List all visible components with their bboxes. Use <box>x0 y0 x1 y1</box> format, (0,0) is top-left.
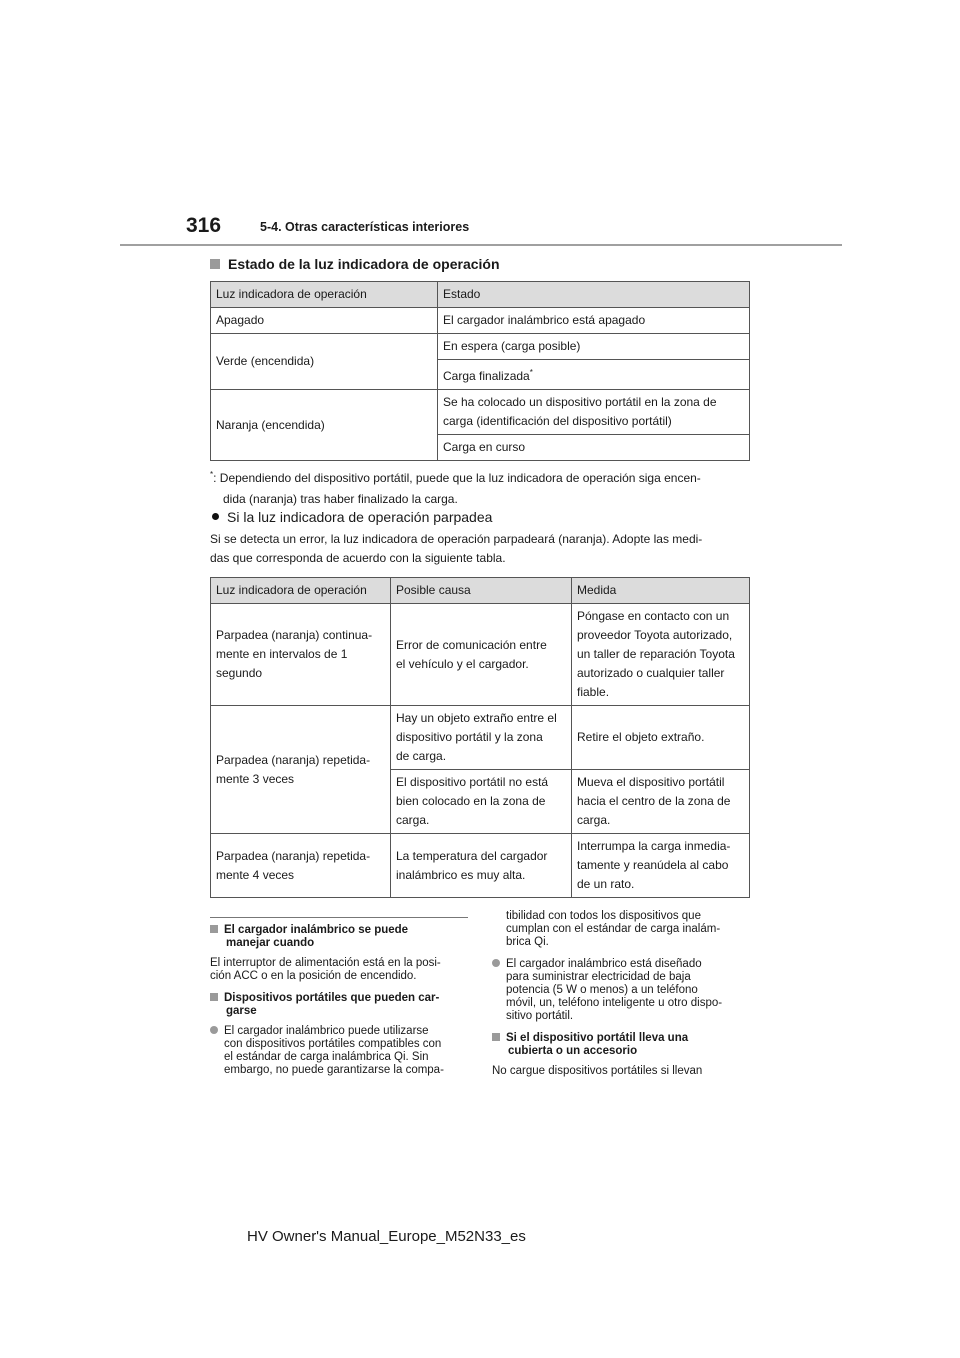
text-line: dispositivo portátil y la zona <box>396 730 543 744</box>
table-header-row <box>211 282 750 308</box>
text-line: No cargue dispositivos portátiles si llevan <box>492 1065 703 1077</box>
text-line: mente en intervalos de 1 <box>216 647 348 661</box>
text-line: El cargador inalámbrico está diseñado <box>506 958 702 970</box>
footnote-mark: * <box>210 470 214 479</box>
table-cell: En espera (carga posible) <box>438 334 750 360</box>
table-cell <box>391 770 572 834</box>
text-line: mente 3 veces <box>216 771 295 786</box>
intro-paragraph <box>210 530 755 568</box>
table-cell <box>438 360 750 390</box>
table-cell-text: Carga finalizada <box>443 369 530 383</box>
table-row <box>211 706 750 770</box>
note-bullet <box>210 1025 468 1077</box>
heading-bullet-text: Si la luz indicadora de operación parpadea <box>227 509 493 525</box>
text-line: Póngase en contacto con un <box>577 609 730 623</box>
table-row <box>211 834 750 898</box>
text-line: autorizado o cualquier taller <box>577 666 725 680</box>
note-heading <box>210 992 468 1018</box>
text-line: fiable. <box>577 685 610 699</box>
table-cell <box>438 390 750 435</box>
page-number: 316 <box>186 214 222 237</box>
status-table <box>210 281 750 461</box>
note-heading <box>492 1032 750 1058</box>
square-bullet-icon <box>210 259 220 269</box>
table-cell <box>572 834 750 898</box>
column-header: Luz indicadora de operación <box>211 578 391 604</box>
text-line: tamente y reanúdela al cabo <box>577 858 729 872</box>
section-title: 5-4. Otras características interiores <box>260 220 470 234</box>
text-line: tibilidad con todos los dispositivos que <box>506 910 701 922</box>
text-line: el vehículo y el cargador. <box>396 656 529 671</box>
text-line: con dispositivos portátiles compatibles con <box>224 1038 442 1050</box>
table-header-row <box>211 578 750 604</box>
heading-main <box>210 256 500 272</box>
table-row <box>211 334 750 360</box>
blink-table <box>210 577 750 898</box>
intro-line: Si se detecta un error, la luz indicadora de operación parpadeará (naranja). Adopte las medi- <box>210 532 703 546</box>
text-line: Parpadea (naranja) continua- <box>216 628 373 642</box>
footnote-line: dida (naranja) tras haber finalizado la carga. <box>223 492 458 506</box>
text-line: Parpadea (naranja) repetida- <box>216 752 371 767</box>
intro-line: das que corresponda de acuerdo con la siguiente tabla. <box>210 551 506 565</box>
table-row <box>211 604 750 706</box>
text-line: Mueva el dispositivo portátil <box>577 775 725 789</box>
circle-bullet-icon <box>492 959 500 967</box>
text-line: proveedor Toyota autorizado, <box>577 628 733 642</box>
text-line: bien colocado en la zona de <box>396 794 546 808</box>
text-line: garse <box>226 1005 257 1017</box>
square-bullet-icon <box>210 925 218 933</box>
note-bullet-text <box>224 1025 444 1076</box>
text-line: carga. <box>396 813 430 827</box>
note-continuation <box>492 910 750 949</box>
text-line: Interrumpa la carga inmedia- <box>577 839 731 853</box>
text-line: Error de comunicación entre <box>396 637 547 652</box>
text-line: Hay un objeto extraño entre el <box>396 711 557 725</box>
text-line: móvil, un, teléfono inteligente u otro dispo- <box>506 997 723 1009</box>
text-line: El cargador inalámbrico puede utilizarse <box>224 1025 429 1037</box>
text-line: Retire el objeto extraño. <box>577 730 705 744</box>
table-cell <box>211 706 391 834</box>
square-bullet-icon <box>210 993 218 1001</box>
note-heading-text <box>224 924 408 949</box>
text-line: cumplan con el estándar de carga inalám- <box>506 923 721 935</box>
text-line: sitivo portátil. <box>506 1010 574 1022</box>
text-line: potencia (5 W o menos) a un teléfono <box>506 984 698 996</box>
text-line: brica Qi. <box>506 936 549 948</box>
text-line: de carga. <box>396 749 447 763</box>
column-header: Luz indicadora de operación <box>211 282 438 308</box>
table-cell: El cargador inalámbrico está apagado <box>438 308 750 334</box>
square-bullet-icon <box>492 1033 500 1041</box>
cell-line: carga (identificación del dispositivo portátil) <box>443 414 672 428</box>
header-rule <box>120 244 842 246</box>
text-line: La temperatura del cargador <box>396 848 548 863</box>
text-line: un taller de reparación Toyota <box>577 647 735 661</box>
text-line: segundo <box>216 666 263 680</box>
table-cell: Carga en curso <box>438 435 750 461</box>
column-header: Medida <box>572 578 750 604</box>
table-cell <box>572 706 750 770</box>
footer-manual-id: HV Owner's Manual_Europe_M52N33_es <box>247 1228 526 1245</box>
text-line: inalámbrico es muy alta. <box>396 867 526 882</box>
footnote <box>210 464 755 510</box>
note-heading <box>210 924 468 950</box>
text-line: Parpadea (naranja) repetida- <box>216 848 371 863</box>
table-cell: Naranja (encendida) <box>211 390 438 461</box>
text-line: carga. <box>577 813 611 827</box>
table-cell <box>391 604 572 706</box>
text-line: manejar cuando <box>226 937 315 949</box>
note-paragraph <box>210 957 468 983</box>
bullet-dot-icon <box>212 513 219 520</box>
note-heading-text <box>224 992 439 1017</box>
text-line: El dispositivo portátil no está <box>396 775 549 789</box>
text-line: Si el dispositivo portátil lleva una <box>506 1032 689 1044</box>
text-line: hacia el centro de la zona de <box>577 794 731 808</box>
cell-line: Se ha colocado un dispositivo portátil en la zona de <box>443 395 717 409</box>
note-bullet <box>492 958 750 1023</box>
table-cell <box>391 834 572 898</box>
table-cell <box>211 834 391 898</box>
text-line: El cargador inalámbrico se puede <box>224 924 409 936</box>
column-header: Estado <box>438 282 750 308</box>
footnote-mark: * <box>529 368 533 377</box>
table-cell <box>572 770 750 834</box>
table-cell: Verde (encendida) <box>211 334 438 390</box>
table-cell <box>391 706 572 770</box>
text-line: para suministrar electricidad de baja <box>506 971 691 983</box>
circle-bullet-icon <box>210 1026 218 1034</box>
footnote-line: : Dependiendo del dispositivo portátil, puede que la luz indicadora de operación siga encen- <box>213 471 701 485</box>
note-paragraph <box>492 1065 750 1078</box>
table-row <box>211 390 750 435</box>
table-cell <box>572 604 750 706</box>
text-line: ción ACC o en la posición de encendido. <box>210 970 417 982</box>
note-bullet-text <box>506 958 722 1022</box>
note-heading-text <box>506 1032 688 1057</box>
text-line: mente 4 veces <box>216 867 295 882</box>
notes-right-column <box>492 910 750 1087</box>
text-line: embargo, no puede garantizarse la compa- <box>224 1064 444 1076</box>
notes-rule <box>210 917 468 918</box>
notes-left-column <box>210 917 468 1086</box>
heading-main-text: Estado de la luz indicadora de operación <box>228 256 500 272</box>
text-line: de un rato. <box>577 877 635 891</box>
table-cell: Apagado <box>211 308 438 334</box>
text-line: cubierta o un accesorio <box>508 1045 638 1057</box>
text-line: El interruptor de alimentación está en la posi- <box>210 957 441 969</box>
heading-bullet <box>212 509 492 525</box>
table-row <box>211 308 750 334</box>
column-header: Posible causa <box>391 578 572 604</box>
text-line: el estándar de carga inalámbrica Qi. Sin <box>224 1051 429 1063</box>
table-cell <box>211 604 391 706</box>
text-line: Dispositivos portátiles que pueden car- <box>224 992 440 1004</box>
